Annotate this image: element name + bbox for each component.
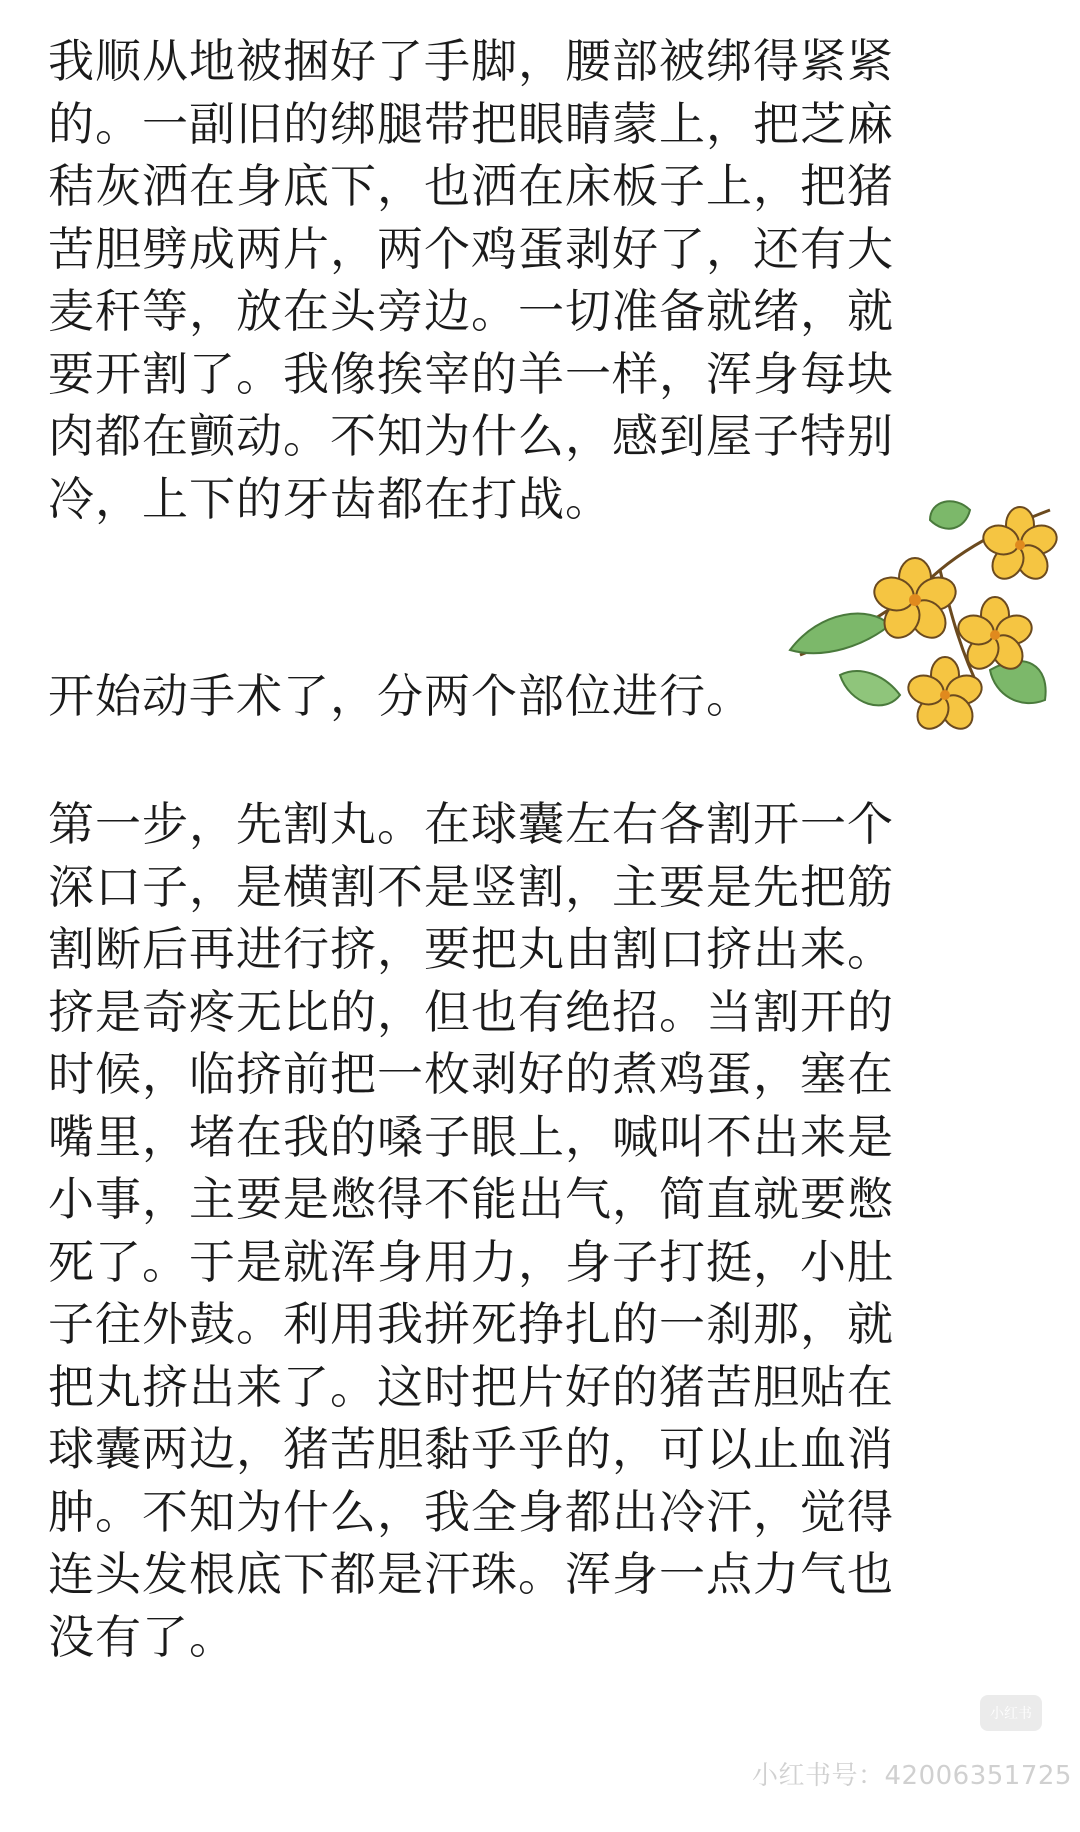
- text-line: 苦胆劈成两片，两个鸡蛋剥好了，还有大: [48, 221, 894, 276]
- watermark-id: 小红书号：4200635172​5: [752, 1761, 1072, 1791]
- text-line: 麦秆等，放在头旁边。一切准备就绪，就: [48, 284, 894, 338]
- text-line: 肿。不知为什么，我全身都出冷汗，觉得: [48, 1484, 894, 1539]
- text-line: 我顺从地被捆好了手脚，腰部被绑得紧紧: [48, 34, 894, 88]
- text-line: 肉都在颤动。不知为什么，感到屋子特别: [48, 409, 894, 463]
- text-line: 的。一副旧的绑腿带把眼睛蒙上，把芝麻: [48, 96, 894, 151]
- text-line: 要开割了。我像挨宰的羊一样，浑身每块: [48, 346, 894, 401]
- text-line: 没有了。: [48, 1609, 236, 1664]
- text-line: 子往外鼓。利用我拼死挣扎的一刹那，就: [48, 1297, 894, 1351]
- text-line: 秸灰洒在身底下，也洒在床板子上，把猪: [48, 159, 894, 213]
- text-line: 嘴里，堵在我的嗓子眼上，喊叫不出来是: [48, 1109, 894, 1164]
- text-line: 把丸挤出来了。这时把片好的猪苦胆贴在: [48, 1359, 894, 1414]
- text-line: 深口子，是横割不是竖割，主要是先把筋: [48, 859, 894, 914]
- text-line: 挤是奇疼无比的，但也有绝招。当割开的: [48, 984, 894, 1039]
- text-line: 小事，主要是憋得不能出气，简直就要憋: [48, 1172, 894, 1226]
- text-line: 冷，上下的牙齿都在打战。: [48, 471, 612, 526]
- text-line: 割断后再进行挤，要把丸由割口挤出来。: [48, 922, 894, 976]
- text-line: 球囊两边，猪苦胆黏乎乎的，可以止血消: [48, 1422, 894, 1476]
- watermark-badge: 小红书: [980, 1695, 1042, 1731]
- paragraph-1: [48, 30, 988, 530]
- text-line: 连头发根底下都是汗珠。浑身一点力气也: [48, 1547, 894, 1601]
- text-line: 时候，临挤前把一枚剥好的煮鸡蛋，塞在: [48, 1047, 894, 1101]
- paragraph-3: [48, 793, 988, 1668]
- text-line: 开始动手术了，分两个部位进行。: [48, 669, 753, 723]
- text-line: 死了。于是就浑身用力，身子打挺，小肚: [48, 1234, 894, 1289]
- text-line: 第一步，先割丸。在球囊左右各割开一个: [48, 797, 894, 851]
- osmanthus-flower-icon: [780, 500, 1080, 800]
